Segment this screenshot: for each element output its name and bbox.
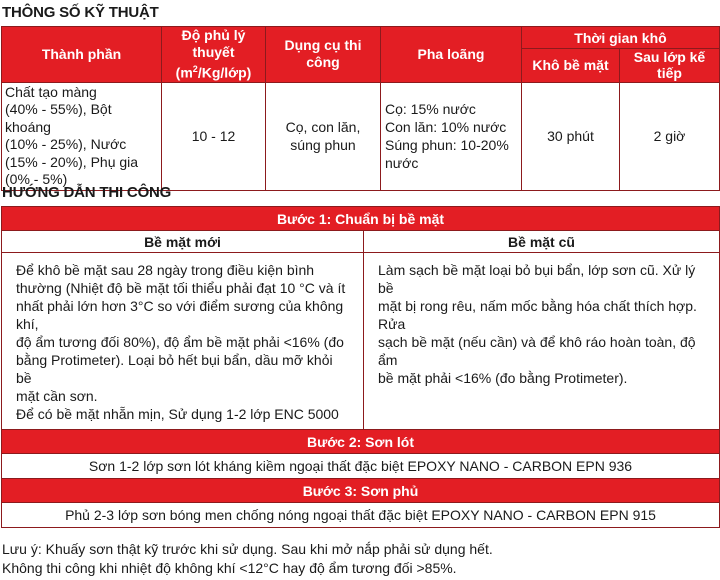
header-after-coat: Sau lớp kế tiếp xyxy=(620,49,720,82)
cell-coverage: 10 - 12 xyxy=(162,82,266,190)
header-surface-dry: Khô bề mặt xyxy=(522,49,620,82)
header-dilution: Pha loãng xyxy=(381,27,522,83)
step3-text: Phủ 2-3 lớp sơn bóng men chống nóng ngoại thất đặc biệt EPOXY NANO - CARBON EPN 915 xyxy=(2,503,720,528)
new-surface-text: Để khô bề mặt sau 28 ngày trong điều kiện bình thường (Nhiệt độ bề mặt tối thiểu phải đạt 10 °C và ít nhất phải lớn hơn 3°C so với điểm sương của không khí, độ ẩm tương đối 80%), độ ẩm bề mặt phải <16% (đo bằng Protimeter). Loại bỏ hết bụi bẩn, dầu mỡ khỏi bề mặt cần sơn. Để có bề mặt nhẵn mịn, Sử dụng 1-2 lớp ENC 5000 xyxy=(2,253,364,430)
cell-after-coat: 2 giờ xyxy=(620,82,720,190)
cell-surface-dry: 30 phút xyxy=(522,82,620,190)
new-surface-heading: Bề mặt mới xyxy=(2,231,364,253)
header-coverage: Độ phủ lý thuyết $(m^2/Kg/lớp)$ xyxy=(162,27,266,83)
header-dry-time: Thời gian khô xyxy=(522,27,720,49)
spec-table xyxy=(1,26,720,191)
cell-component: Chất tạo màng (40% - 55%), Bột khoáng (10% - 25%), Nước (15% - 20%), Phụ gia (0% - 5%) xyxy=(2,82,162,190)
guide-table xyxy=(1,206,720,528)
old-surface-heading: Bề mặt cũ xyxy=(364,231,720,253)
header-component: Thành phần xyxy=(2,27,162,83)
cell-dilution: Cọ: 15% nước Con lăn: 10% nước Súng phun: 10-20% nước xyxy=(381,82,522,190)
spec-section-title: THÔNG SỐ KỸ THUẬT xyxy=(2,4,159,21)
step2-title: Bước 2: Sơn lót xyxy=(2,430,720,454)
step1-title: Bước 1: Chuẩn bị bề mặt xyxy=(2,207,720,231)
note-line-2: Không thi công khi nhiệt độ không khí <12°C hay độ ẩm tương đối >85%. xyxy=(2,560,457,576)
old-surface-text: Làm sạch bề mặt loại bỏ bụi bẩn, lớp sơn cũ. Xử lý bề mặt bị rong rêu, nấm mốc bằng hóa chất thích hợp. Rửa sạch bề mặt (nếu cần) và để khô ráo hoàn toàn, độ ẩm bề mặt phải <16% (đo bằng Protimeter). xyxy=(364,253,720,430)
header-tools: Dụng cụ thi công xyxy=(266,27,381,83)
guide-section-title: HƯỚNG DẪN THI CÔNG xyxy=(2,184,172,201)
cell-tools: Cọ, con lăn, súng phun xyxy=(266,82,381,190)
note-line-1: Lưu ý: Khuấy sơn thật kỹ trước khi sử dụng. Sau khi mở nắp phải sử dụng hết. xyxy=(2,541,493,557)
step2-text: Sơn 1-2 lớp sơn lót kháng kiềm ngoại thất đặc biệt EPOXY NANO - CARBON EPN 936 xyxy=(2,454,720,479)
step3-title: Bước 3: Sơn phủ xyxy=(2,479,720,503)
